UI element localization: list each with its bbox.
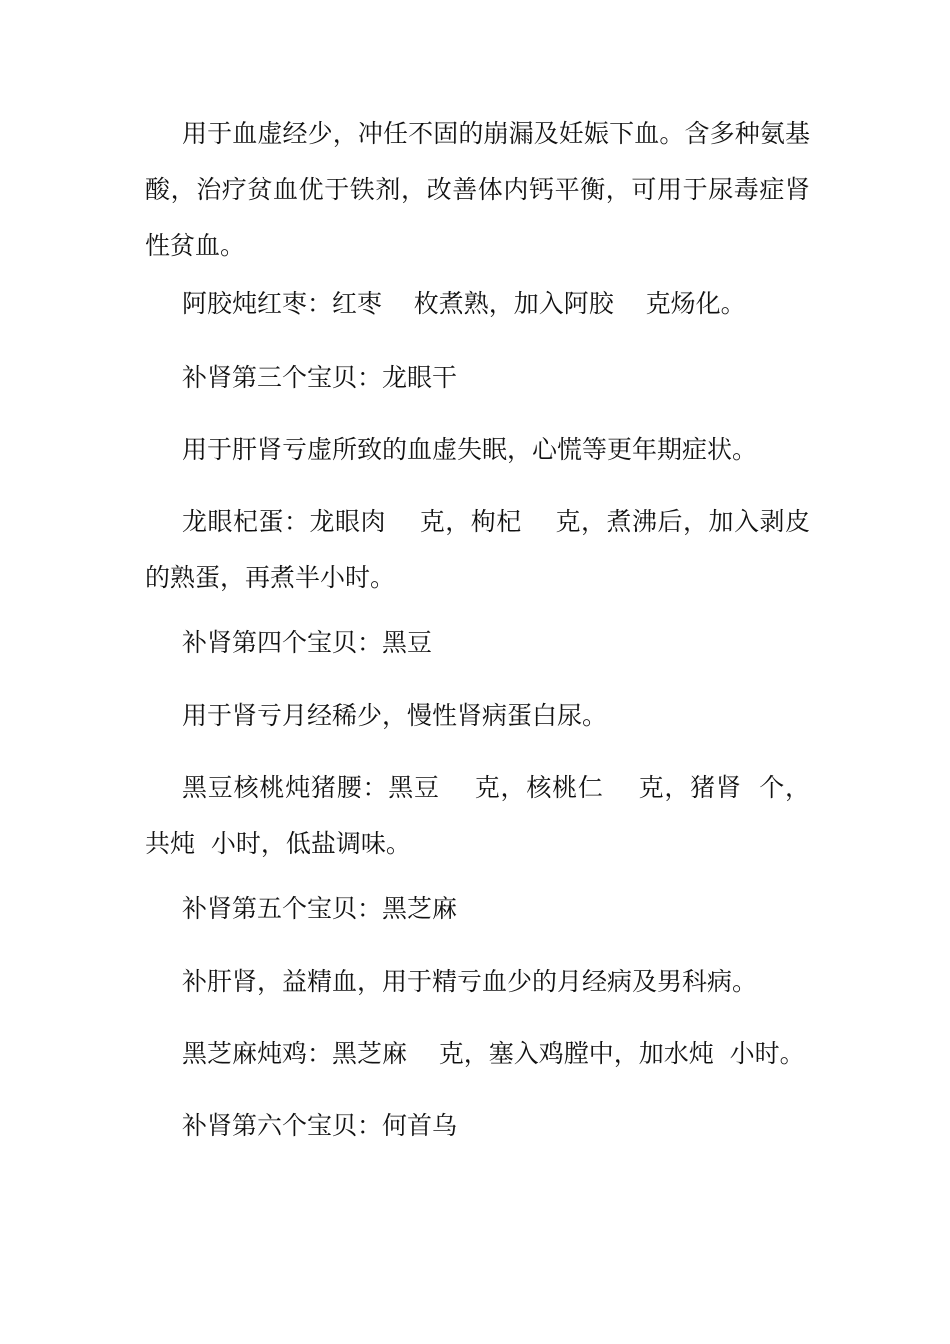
paragraph-ejiao-recipe: 阿胶炖红枣：红枣 枚煮熟，加入阿胶 克炀化。 xyxy=(182,289,746,318)
paragraph-black-sesame-recipe: 黑芝麻炖鸡：黑芝麻 克，塞入鸡膛中，加水炖 小时。 xyxy=(182,1039,805,1068)
paragraph-black-bean-recipe: 黑豆核桃炖猪腰：黑豆 克，核桃仁 克，猪肾 个，共炖 小时，低盐调味。 xyxy=(145,773,810,858)
paragraph-longan-intro: 用于肝肾亏虚所致的血虚失眠，心慌等更年期症状。 xyxy=(182,435,758,464)
paragraph-ejiao-intro: 用于血虚经少，冲任不固的崩漏及妊娠下血。含多种氨基酸，治疗贫血优于铁剂，改善体内钙平衡，可用于尿毒症肾性贫血。 xyxy=(145,119,810,260)
paragraph-black-bean-intro: 用于肾亏月经稀少，慢性肾病蛋白尿。 xyxy=(182,701,608,730)
paragraph-longan-recipe: 龙眼杞蛋：龙眼肉 克，枸杞 克，煮沸后，加入剥皮的熟蛋，再煮半小时。 xyxy=(145,507,810,592)
heading-third-treasure: 补肾第三个宝贝：龙眼干 xyxy=(182,363,458,392)
heading-fifth-treasure: 补肾第五个宝贝：黑芝麻 xyxy=(182,894,458,923)
heading-fourth-treasure: 补肾第四个宝贝：黑豆 xyxy=(182,628,433,657)
paragraph-black-sesame-intro: 补肝肾，益精血，用于精亏血少的月经病及男科病。 xyxy=(182,967,758,996)
heading-sixth-treasure: 补肾第六个宝贝：何首乌 xyxy=(182,1111,458,1140)
